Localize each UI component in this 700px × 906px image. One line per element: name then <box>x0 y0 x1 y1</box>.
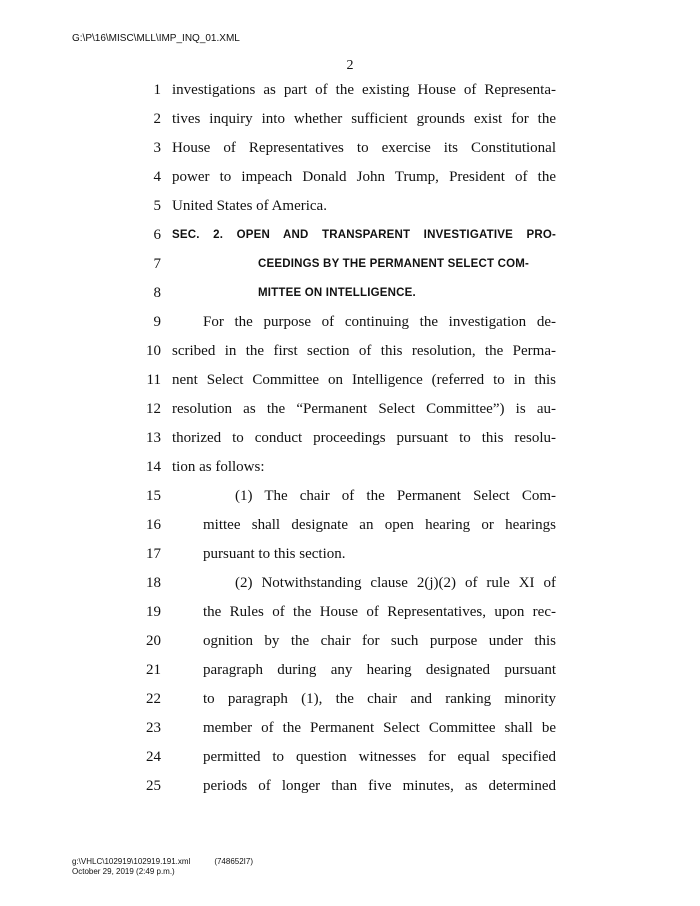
line-number: 14 <box>146 459 161 475</box>
bill-line <box>0 136 700 160</box>
bill-line <box>0 687 700 711</box>
line-number: 18 <box>146 575 161 591</box>
line-text: House of Representatives to exercise its Constitutional <box>172 140 556 156</box>
line-number: 23 <box>146 720 161 736</box>
line-text: investigations as part of the existing House of Representa- <box>172 82 556 98</box>
document-footer <box>72 857 253 877</box>
footer-file-path: g:\VHLC\102919\102919.191.xml <box>72 857 191 866</box>
section-heading-line <box>0 281 700 305</box>
bill-line <box>0 426 700 450</box>
bill-line <box>0 658 700 682</box>
line-text: tives inquiry into whether sufficient grounds exist for the <box>172 111 556 127</box>
line-text: power to impeach Donald John Trump, President of the <box>172 169 556 185</box>
section-heading-line <box>0 223 700 247</box>
bill-line <box>0 368 700 392</box>
line-number: 8 <box>153 285 161 301</box>
line-number: 16 <box>146 517 161 533</box>
line-text: scribed in the first section of this resolution, the Perma- <box>172 343 556 359</box>
line-number: 6 <box>153 227 161 243</box>
line-text: periods of longer than five minutes, as determined <box>203 778 556 794</box>
line-number: 25 <box>146 778 161 794</box>
line-text: thorized to conduct proceedings pursuant to this resolu- <box>172 430 556 446</box>
line-text: nent Select Committee on Intelligence (referred to in this <box>172 372 556 388</box>
line-text: resolution as the “Permanent Select Committee”) is au- <box>172 401 556 417</box>
line-number: 22 <box>146 691 161 707</box>
line-number: 24 <box>146 749 161 765</box>
line-text: permitted to question witnesses for equal specified <box>203 749 556 765</box>
section-heading-line <box>0 252 700 276</box>
line-text: ognition by the chair for such purpose under this <box>203 633 556 649</box>
line-text: For the purpose of continuing the investigation de- <box>203 314 556 330</box>
line-text: United States of America. <box>172 198 327 214</box>
line-text: (2) Notwithstanding clause 2(j)(2) of rule XI of <box>235 575 556 591</box>
line-text: pursuant to this section. <box>203 546 346 562</box>
section-heading: CEEDINGS BY THE PERMANENT SELECT COM- <box>258 258 530 270</box>
line-number: 21 <box>146 662 161 678</box>
line-text: to paragraph (1), the chair and ranking minority <box>203 691 556 707</box>
line-number: 15 <box>146 488 161 504</box>
line-number: 4 <box>153 169 161 185</box>
bill-line <box>0 542 700 566</box>
bill-line <box>0 339 700 363</box>
line-text: mittee shall designate an open hearing or hearings <box>203 517 556 533</box>
bill-line <box>0 600 700 624</box>
line-number: 7 <box>153 256 161 272</box>
bill-line <box>0 165 700 189</box>
line-number: 10 <box>146 343 161 359</box>
footer-date: October 29, 2019 (2:49 p.m.) <box>72 867 175 876</box>
line-text: the Rules of the House of Representatives, upon rec- <box>203 604 556 620</box>
bill-line <box>0 310 700 334</box>
bill-line <box>0 629 700 653</box>
section-heading: SEC. 2. OPEN AND TRANSPARENT INVESTIGATIVE PRO- <box>172 229 556 241</box>
line-number: 13 <box>146 430 161 446</box>
bill-line <box>0 774 700 798</box>
bill-line <box>0 513 700 537</box>
bill-line <box>0 397 700 421</box>
line-number: 5 <box>153 198 161 214</box>
line-number: 2 <box>153 111 161 127</box>
line-text: tion as follows: <box>172 459 265 475</box>
bill-line <box>0 571 700 595</box>
document-path: G:\P\16\MISC\MLL\IMP_INQ_01.XML <box>72 33 240 44</box>
line-number: 1 <box>153 82 161 98</box>
bill-line <box>0 194 700 218</box>
line-number: 12 <box>146 401 161 417</box>
bill-line <box>0 745 700 769</box>
line-number: 20 <box>146 633 161 649</box>
line-number: 9 <box>153 314 161 330</box>
page-number: 2 <box>346 58 354 73</box>
line-text: (1) The chair of the Permanent Select Com- <box>235 488 556 504</box>
bill-line <box>0 107 700 131</box>
bill-line <box>0 716 700 740</box>
line-number: 3 <box>153 140 161 156</box>
line-number: 17 <box>146 546 161 562</box>
line-text: paragraph during any hearing designated pursuant <box>203 662 556 678</box>
footer-doc-code: (748652I7) <box>214 857 254 866</box>
line-number: 11 <box>146 372 161 388</box>
line-number: 19 <box>146 604 161 620</box>
bill-line <box>0 78 700 102</box>
section-heading: MITTEE ON INTELLIGENCE. <box>258 287 416 299</box>
line-text: member of the Permanent Select Committee shall be <box>203 720 556 736</box>
bill-line <box>0 455 700 479</box>
bill-line <box>0 484 700 508</box>
